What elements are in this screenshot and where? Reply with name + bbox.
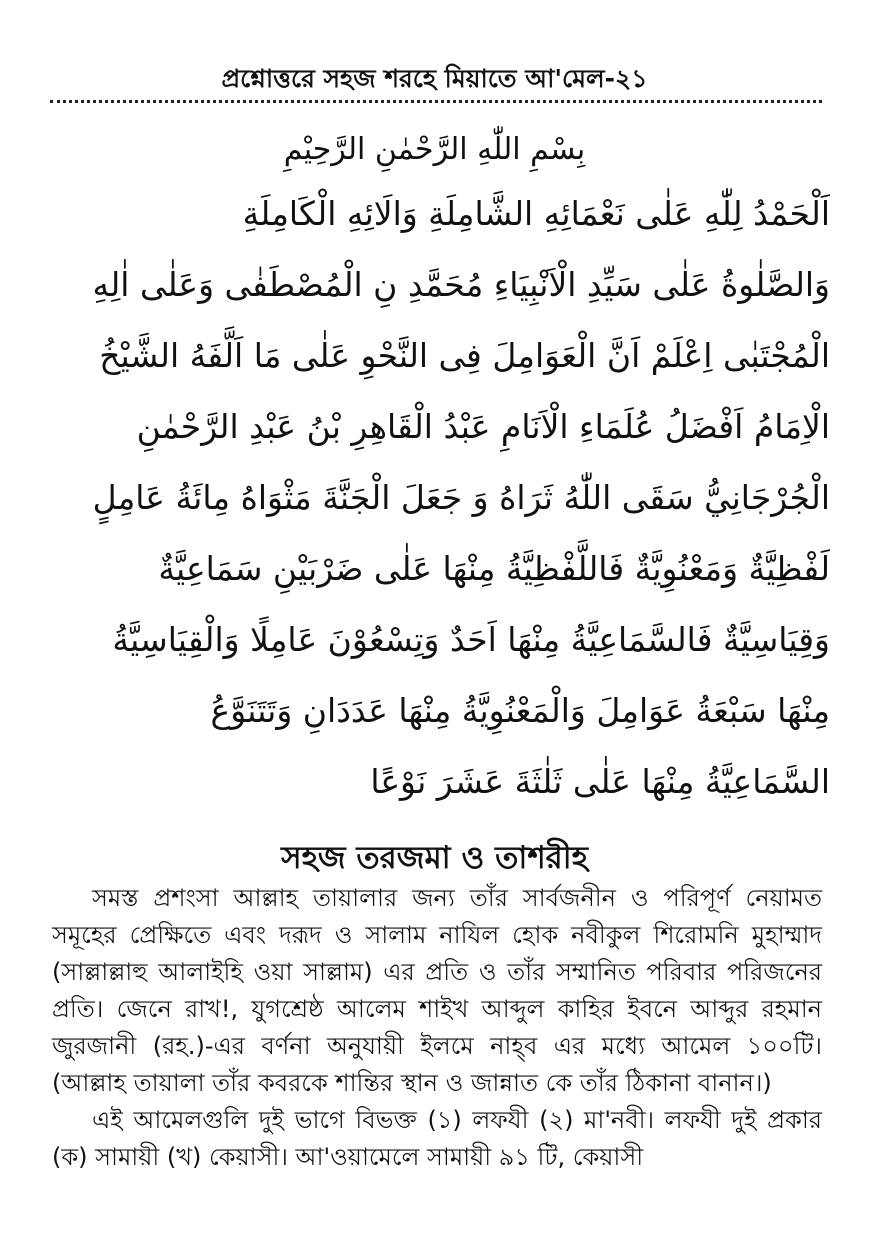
arabic-line: الْجُرْجَانِيُّ سَقَى اللّٰهُ ثَرَاهُ وَ جَعَلَ الْجَنَّةَ مَثْوَاهُ مِائَةُ عَامِلٍ: [92, 478, 830, 517]
arabic-line: مِنْهَا سَبْعَةُ عَوَامِلَ وَالْمَعْنُوِيَّةُ مِنْهَا عَدَدَانِ وَتَتَنَوَّعُ: [210, 691, 830, 730]
arabic-line: اَلْحَمْدُ لِلّٰهِ عَلٰى نَعْمَائِهِ الشَّامِلَةِ وَالَائِهِ الْكَامِلَةِ: [242, 194, 830, 233]
bengali-translation-block: [52, 880, 822, 1176]
header-dotted-divider: [50, 100, 822, 103]
arabic-line: وَالصَّلٰوةُ عَلٰى سَيِّدِ الْاَنْبِيَاءِ مُحَمَّدِ نِ الْمُصْطَفٰى وَعَلٰى اٰلِهِ: [92, 265, 830, 304]
arabic-line: السَّمَاعِيَّةُ مِنْهَا عَلٰى ثَلٰثَةَ عَشَرَ نَوْعًا: [370, 762, 830, 801]
running-header-title: প্রশ্নোত্তরে সহজ শরহে মিয়াতে আ'মেল-২১: [221, 64, 648, 93]
translation-paragraph: এই আমেলগুলি দুই ভাগে বিভক্ত (১) লফযী (২) মা'নবী। লফযী দুই প্রকার (ক) সামায়ী (খ) কেয়াসী। আ'ওয়ামেলে সামায়ী ৯১ টি, কেয়াসী: [52, 1106, 822, 1171]
arabic-line: الْاِمَامُ اَفْضَلُ عُلَمَاءِ الْاَنَامِ عَبْدُ الْقَاهِرِ بْنُ عَبْدِ الرَّحْمٰنِ: [136, 407, 830, 446]
arabic-text-block: [40, 178, 830, 817]
arabic-line: لَفْظِيَّةٌ وَمَعْنُوِيَّةٌ فَاللَّفْظِيَّةُ مِنْهَا عَلٰى ضَرْبَيْنِ سَمَاعِيَّةٌ: [158, 549, 830, 588]
arabic-line: الْمُجْتَبٰى اِعْلَمْ اَنَّ الْعَوَامِلَ فِى النَّحْوِ عَلٰى مَا اَلَّفَهُ الشَّيْخُ: [99, 336, 830, 375]
bismillah-line: بِسْمِ اللّٰهِ الرَّحْمٰنِ الرَّحِيْمِ: [283, 132, 586, 167]
arabic-line: وَقِيَاسِيَّةٌ فَالسَّمَاعِيَّةُ مِنْهَا اَحَدٌ وَتِسْعُوْنَ عَامِلًا وَالْقِيَاسِيَّةُ: [112, 620, 830, 659]
translation-paragraph: সমস্ত প্রশংসা আল্লাহ তায়ালার জন্য তাঁর সার্বজনীন ও পরিপূর্ণ নেয়ামত সমূহের প্রেক্ষিতে এবং দরূদ ও সালাম নাযিল হোক নবীকুল শিরোমনি মুহাম্মাদ (সাল্লাল্লাহু আলাইহি ওয়া সাল্লাম) এর প্রতি ও তাঁর সম্মানিত পরিবার পরিজনের প্রতি। জেনে রাখ!, যুগশ্রেষ্ঠ আলেম শাইখ আব্দুল কাহির ইবনে আব্দুর রহমান জুরজানী (রহ.)-এর বর্ণনা অনুযায়ী ইলমে নাহ্‌ব এর মধ্যে আমেল ১০০টি। (আল্লাহ তায়ালা তাঁর কবরকে শান্তির স্থান ও জান্নাত কে তাঁর ঠিকানা বানান।): [52, 884, 822, 1097]
section-heading: সহজ তরজমা ও তাশরীহ: [281, 840, 588, 876]
